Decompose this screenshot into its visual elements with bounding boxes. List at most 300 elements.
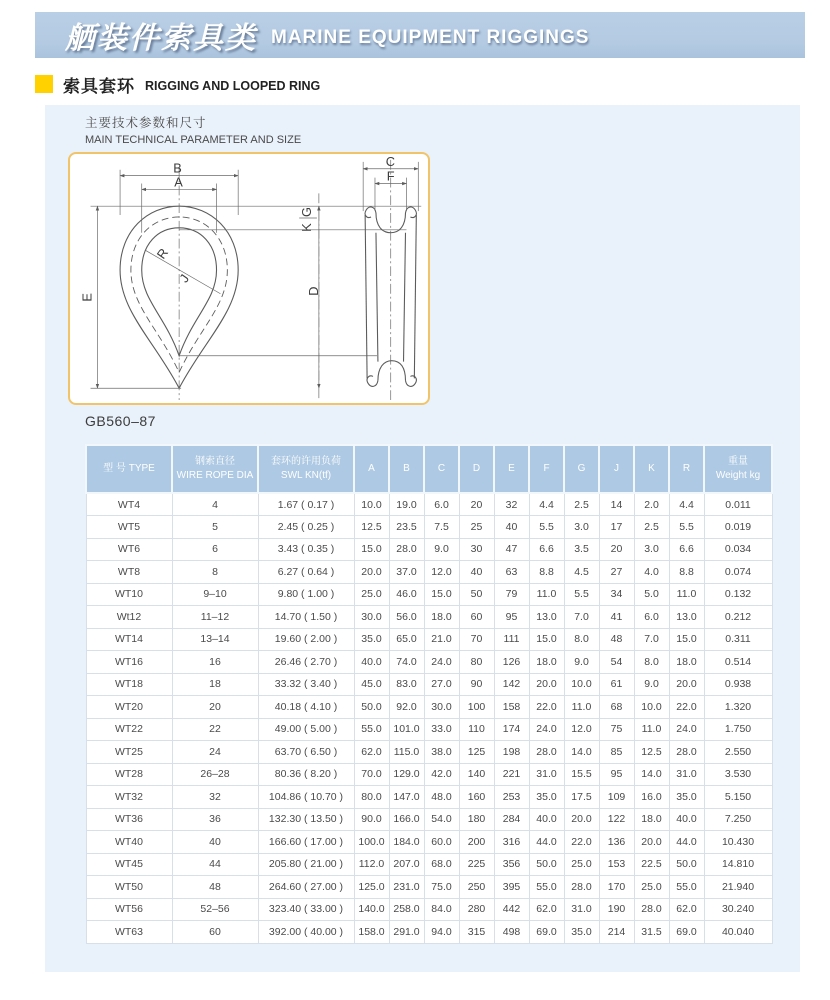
table-cell: 35.0 <box>564 921 599 944</box>
table-cell: 170 <box>599 876 634 899</box>
table-cell: 40 <box>459 561 494 584</box>
table-cell: 207.0 <box>389 853 424 876</box>
table-cell: 20.0 <box>564 808 599 831</box>
table-cell: 166.60 ( 17.00 ) <box>258 831 354 854</box>
table-cell: 392.00 ( 40.00 ) <box>258 921 354 944</box>
table-cell: 62.0 <box>529 898 564 921</box>
table-cell: 42.0 <box>424 763 459 786</box>
table-cell: WT10 <box>86 583 172 606</box>
table-cell: WT63 <box>86 921 172 944</box>
table-cell: 37.0 <box>389 561 424 584</box>
table-row <box>86 651 772 674</box>
table-cell: 4.0 <box>634 561 669 584</box>
table-cell: 0.132 <box>704 583 772 606</box>
table-cell: 50.0 <box>529 853 564 876</box>
table-cell: 28.0 <box>634 898 669 921</box>
thimble-technical-drawing <box>70 154 428 403</box>
spec-table <box>85 444 773 944</box>
table-cell: 225 <box>459 853 494 876</box>
table-cell: 498 <box>494 921 529 944</box>
table-cell: 442 <box>494 898 529 921</box>
table-cell: 61 <box>599 673 634 696</box>
dim-label-C: C <box>385 154 396 169</box>
table-cell: 0.011 <box>704 493 772 516</box>
table-cell: 7.0 <box>634 628 669 651</box>
table-row <box>86 628 772 651</box>
table-cell: Wt12 <box>86 606 172 629</box>
column-header: 套环的许用负荷 SWL KN(tf) <box>258 445 354 493</box>
table-cell: 63 <box>494 561 529 584</box>
column-header: 钢索直径 WIRE ROPE DIA <box>172 445 258 493</box>
table-cell: WT16 <box>86 651 172 674</box>
table-cell: 5.5 <box>669 516 704 539</box>
dim-label-F: F <box>386 168 395 184</box>
table-cell: 24 <box>172 741 258 764</box>
table-cell: 11.0 <box>529 583 564 606</box>
table-cell: 1.750 <box>704 718 772 741</box>
table-cell: 190 <box>599 898 634 921</box>
table-cell: 40.0 <box>529 808 564 831</box>
table-row <box>86 673 772 696</box>
table-cell: 54.0 <box>424 808 459 831</box>
table-cell: 60 <box>172 921 258 944</box>
table-cell: 7.5 <box>424 516 459 539</box>
table-cell: 30 <box>459 538 494 561</box>
table-cell: 23.5 <box>389 516 424 539</box>
table-cell: 40 <box>172 831 258 854</box>
banner-title-en: MARINE EQUIPMENT RIGGINGS <box>271 27 590 48</box>
parameter-title-zh: 主要技术参数和尺寸 <box>85 116 207 130</box>
column-header: D <box>459 445 494 493</box>
table-cell: 6.0 <box>424 493 459 516</box>
table-cell: 0.019 <box>704 516 772 539</box>
table-cell: 3.5 <box>564 538 599 561</box>
table-cell: 12.0 <box>424 561 459 584</box>
table-cell: 49.00 ( 5.00 ) <box>258 718 354 741</box>
dim-label-B: B <box>173 160 182 176</box>
table-cell: 315 <box>459 921 494 944</box>
table-cell: 69.0 <box>669 921 704 944</box>
table-cell: 26.46 ( 2.70 ) <box>258 651 354 674</box>
table-cell: 122 <box>599 808 634 831</box>
table-row <box>86 876 772 899</box>
table-cell: WT5 <box>86 516 172 539</box>
table-cell: 0.212 <box>704 606 772 629</box>
table-cell: WT40 <box>86 831 172 854</box>
table-cell: 44.0 <box>529 831 564 854</box>
table-cell: 10.0 <box>564 673 599 696</box>
table-cell: 20 <box>599 538 634 561</box>
table-cell: 31.0 <box>669 763 704 786</box>
table-cell: 5.5 <box>529 516 564 539</box>
table-cell: 6.6 <box>669 538 704 561</box>
table-cell: 4 <box>172 493 258 516</box>
table-cell: 44 <box>172 853 258 876</box>
table-cell: WT4 <box>86 493 172 516</box>
table-cell: 92.0 <box>389 696 424 719</box>
table-cell: 28.0 <box>389 538 424 561</box>
table-cell: 62.0 <box>354 741 389 764</box>
table-cell: 180 <box>459 808 494 831</box>
table-cell: 1.320 <box>704 696 772 719</box>
table-cell: WT45 <box>86 853 172 876</box>
table-cell: 166.0 <box>389 808 424 831</box>
table-cell: 13.0 <box>669 606 704 629</box>
table-cell: 40.0 <box>354 651 389 674</box>
table-cell: 0.938 <box>704 673 772 696</box>
table-row <box>86 538 772 561</box>
table-cell: 20.0 <box>529 673 564 696</box>
table-cell: 18.0 <box>669 651 704 674</box>
table-cell: WT14 <box>86 628 172 651</box>
spec-table-body <box>86 493 772 943</box>
table-cell: 316 <box>494 831 529 854</box>
table-cell: 48 <box>599 628 634 651</box>
spec-table-head-row <box>86 445 772 493</box>
table-cell: 31.5 <box>634 921 669 944</box>
table-cell: 1.67 ( 0.17 ) <box>258 493 354 516</box>
table-cell: 14.70 ( 1.50 ) <box>258 606 354 629</box>
table-cell: 45.0 <box>354 673 389 696</box>
table-cell: 22.0 <box>529 696 564 719</box>
table-cell: 4.4 <box>529 493 564 516</box>
table-cell: 32 <box>494 493 529 516</box>
table-cell: WT50 <box>86 876 172 899</box>
table-cell: 83.0 <box>389 673 424 696</box>
table-cell: 33.0 <box>424 718 459 741</box>
table-cell: 221 <box>494 763 529 786</box>
table-cell: 132.30 ( 13.50 ) <box>258 808 354 831</box>
table-cell: 75 <box>599 718 634 741</box>
table-cell: 9.80 ( 1.00 ) <box>258 583 354 606</box>
dim-label-E: E <box>79 293 95 302</box>
table-cell: 55.0 <box>529 876 564 899</box>
table-cell: 4.5 <box>564 561 599 584</box>
table-cell: 0.034 <box>704 538 772 561</box>
table-cell: WT32 <box>86 786 172 809</box>
column-header: B <box>389 445 424 493</box>
content-panel <box>45 105 800 972</box>
table-cell: 19.60 ( 2.00 ) <box>258 628 354 651</box>
table-cell: 70 <box>459 628 494 651</box>
column-header: F <box>529 445 564 493</box>
table-cell: 14.810 <box>704 853 772 876</box>
table-cell: 17.5 <box>564 786 599 809</box>
table-cell: 15.5 <box>564 763 599 786</box>
table-cell: 2.550 <box>704 741 772 764</box>
table-row <box>86 561 772 584</box>
table-cell: 14 <box>599 493 634 516</box>
table-cell: 11.0 <box>564 696 599 719</box>
table-cell: 44.0 <box>669 831 704 854</box>
table-cell: 63.70 ( 6.50 ) <box>258 741 354 764</box>
table-cell: WT22 <box>86 718 172 741</box>
table-cell: 258.0 <box>389 898 424 921</box>
table-cell: 3.43 ( 0.35 ) <box>258 538 354 561</box>
table-cell: 80 <box>459 651 494 674</box>
table-cell: 9.0 <box>564 651 599 674</box>
table-cell: 14.0 <box>634 763 669 786</box>
table-cell: 94.0 <box>424 921 459 944</box>
table-row <box>86 741 772 764</box>
column-header: J <box>599 445 634 493</box>
dim-label-K: K <box>299 223 315 232</box>
table-cell: 22.5 <box>634 853 669 876</box>
table-cell: 140 <box>459 763 494 786</box>
table-cell: WT18 <box>86 673 172 696</box>
table-cell: 68.0 <box>424 853 459 876</box>
table-cell: 46.0 <box>389 583 424 606</box>
table-cell: 25.0 <box>354 583 389 606</box>
table-cell: 115.0 <box>389 741 424 764</box>
table-cell: 17 <box>599 516 634 539</box>
column-header: 重量 Weight kg <box>704 445 772 493</box>
column-header: K <box>634 445 669 493</box>
dim-label-D: D <box>305 286 321 296</box>
table-cell: 24.0 <box>669 718 704 741</box>
table-cell: 0.074 <box>704 561 772 584</box>
table-cell: 90 <box>459 673 494 696</box>
table-cell: 52–56 <box>172 898 258 921</box>
table-cell: 28.0 <box>529 741 564 764</box>
technical-drawing-box <box>68 152 430 405</box>
column-header: G <box>564 445 599 493</box>
table-cell: 30.0 <box>354 606 389 629</box>
table-cell: 20 <box>172 696 258 719</box>
table-cell: 47 <box>494 538 529 561</box>
dim-label-A: A <box>174 174 183 190</box>
table-cell: 5.5 <box>564 583 599 606</box>
table-cell: 95 <box>599 763 634 786</box>
section-title-zh: 索具套环 <box>63 76 135 96</box>
table-cell: 22.0 <box>669 696 704 719</box>
table-cell: 2.0 <box>634 493 669 516</box>
table-cell: 125 <box>459 741 494 764</box>
table-cell: 5 <box>172 516 258 539</box>
table-cell: 85 <box>599 741 634 764</box>
table-cell: 291.0 <box>389 921 424 944</box>
table-cell: 62.0 <box>669 898 704 921</box>
table-cell: 40.0 <box>669 808 704 831</box>
table-cell: 101.0 <box>389 718 424 741</box>
table-cell: 28.0 <box>564 876 599 899</box>
table-cell: 25.0 <box>634 876 669 899</box>
table-cell: 30.240 <box>704 898 772 921</box>
table-row <box>86 516 772 539</box>
table-cell: 95 <box>494 606 529 629</box>
table-cell: 50.0 <box>354 696 389 719</box>
table-cell: 38.0 <box>424 741 459 764</box>
table-cell: 6.0 <box>634 606 669 629</box>
table-cell: 27.0 <box>424 673 459 696</box>
table-cell: 6.6 <box>529 538 564 561</box>
table-cell: 6 <box>172 538 258 561</box>
table-cell: 35.0 <box>529 786 564 809</box>
table-cell: 3.0 <box>634 538 669 561</box>
table-cell: 18 <box>172 673 258 696</box>
table-cell: WT8 <box>86 561 172 584</box>
table-cell: 100.0 <box>354 831 389 854</box>
table-cell: 109 <box>599 786 634 809</box>
table-cell: 75.0 <box>424 876 459 899</box>
table-cell: 111 <box>494 628 529 651</box>
table-row <box>86 808 772 831</box>
table-cell: 323.40 ( 33.00 ) <box>258 898 354 921</box>
table-cell: 231.0 <box>389 876 424 899</box>
table-row <box>86 763 772 786</box>
table-row <box>86 493 772 516</box>
table-cell: 0.514 <box>704 651 772 674</box>
table-cell: 33.32 ( 3.40 ) <box>258 673 354 696</box>
table-cell: 18.0 <box>529 651 564 674</box>
table-cell: 15.0 <box>424 583 459 606</box>
table-cell: 55.0 <box>354 718 389 741</box>
table-cell: 129.0 <box>389 763 424 786</box>
table-cell: 34 <box>599 583 634 606</box>
table-cell: 16 <box>172 651 258 674</box>
table-cell: 160 <box>459 786 494 809</box>
table-cell: 54 <box>599 651 634 674</box>
column-header: A <box>354 445 389 493</box>
table-cell: WT28 <box>86 763 172 786</box>
table-cell: 79 <box>494 583 529 606</box>
table-cell: 5.0 <box>634 583 669 606</box>
table-cell: 65.0 <box>389 628 424 651</box>
table-cell: 198 <box>494 741 529 764</box>
table-cell: 100 <box>459 696 494 719</box>
table-cell: 253 <box>494 786 529 809</box>
table-cell: 60.0 <box>424 831 459 854</box>
table-cell: 56.0 <box>389 606 424 629</box>
table-cell: 80.0 <box>354 786 389 809</box>
table-cell: 3.530 <box>704 763 772 786</box>
table-cell: 31.0 <box>529 763 564 786</box>
table-cell: 15.0 <box>669 628 704 651</box>
column-header: E <box>494 445 529 493</box>
table-cell: 7.250 <box>704 808 772 831</box>
table-cell: 21.940 <box>704 876 772 899</box>
table-cell: 32 <box>172 786 258 809</box>
table-cell: 284 <box>494 808 529 831</box>
table-cell: 22.0 <box>564 831 599 854</box>
table-cell: 28.0 <box>669 741 704 764</box>
table-cell: 16.0 <box>634 786 669 809</box>
table-cell: 26–28 <box>172 763 258 786</box>
table-cell: 140.0 <box>354 898 389 921</box>
table-cell: 8.8 <box>669 561 704 584</box>
table-cell: 200 <box>459 831 494 854</box>
table-cell: 80.36 ( 8.20 ) <box>258 763 354 786</box>
accent-square-icon <box>35 75 53 93</box>
table-cell: 11.0 <box>634 718 669 741</box>
table-cell: 0.311 <box>704 628 772 651</box>
section-heading <box>35 74 320 94</box>
standard-number: GB560–87 <box>85 413 156 429</box>
dim-label-G: G <box>299 207 315 217</box>
table-cell: 147.0 <box>389 786 424 809</box>
table-cell: 40.18 ( 4.10 ) <box>258 696 354 719</box>
table-cell: 9.0 <box>634 673 669 696</box>
table-row <box>86 583 772 606</box>
table-cell: 55.0 <box>669 876 704 899</box>
table-cell: 8.0 <box>564 628 599 651</box>
table-cell: 35.0 <box>354 628 389 651</box>
table-cell: 125.0 <box>354 876 389 899</box>
table-cell: WT36 <box>86 808 172 831</box>
table-cell: 90.0 <box>354 808 389 831</box>
table-cell: 5.150 <box>704 786 772 809</box>
table-cell: 20.0 <box>669 673 704 696</box>
table-cell: 112.0 <box>354 853 389 876</box>
table-cell: 8.8 <box>529 561 564 584</box>
table-cell: 12.0 <box>564 718 599 741</box>
table-cell: WT6 <box>86 538 172 561</box>
table-cell: 12.5 <box>634 741 669 764</box>
table-cell: 4.4 <box>669 493 704 516</box>
table-cell: 41 <box>599 606 634 629</box>
table-cell: 8.0 <box>634 651 669 674</box>
table-cell: 184.0 <box>389 831 424 854</box>
table-cell: 15.0 <box>529 628 564 651</box>
table-cell: 19.0 <box>389 493 424 516</box>
table-cell: 50 <box>459 583 494 606</box>
table-cell: 356 <box>494 853 529 876</box>
table-cell: 18.0 <box>424 606 459 629</box>
table-cell: 14.0 <box>564 741 599 764</box>
column-header: C <box>424 445 459 493</box>
table-cell: 142 <box>494 673 529 696</box>
table-cell: 126 <box>494 651 529 674</box>
table-cell: 25.0 <box>564 853 599 876</box>
table-cell: 7.0 <box>564 606 599 629</box>
table-row <box>86 898 772 921</box>
table-cell: 25 <box>459 516 494 539</box>
table-cell: 158 <box>494 696 529 719</box>
table-cell: 10.0 <box>354 493 389 516</box>
table-cell: 40.040 <box>704 921 772 944</box>
table-cell: 31.0 <box>564 898 599 921</box>
table-row <box>86 853 772 876</box>
table-cell: 68 <box>599 696 634 719</box>
parameter-title-en: MAIN TECHNICAL PARAMETER AND SIZE <box>85 134 302 146</box>
table-cell: 12.5 <box>354 516 389 539</box>
table-cell: 9.0 <box>424 538 459 561</box>
table-row <box>86 718 772 741</box>
table-cell: 11.0 <box>669 583 704 606</box>
table-cell: 20.0 <box>354 561 389 584</box>
table-cell: 280 <box>459 898 494 921</box>
table-cell: 10.0 <box>634 696 669 719</box>
table-cell: 10.430 <box>704 831 772 854</box>
table-cell: 136 <box>599 831 634 854</box>
table-cell: 2.5 <box>564 493 599 516</box>
table-cell: 48.0 <box>424 786 459 809</box>
table-cell: 110 <box>459 718 494 741</box>
table-cell: 104.86 ( 10.70 ) <box>258 786 354 809</box>
table-cell: 15.0 <box>354 538 389 561</box>
page-banner <box>35 12 805 58</box>
table-cell: 30.0 <box>424 696 459 719</box>
table-cell: 6.27 ( 0.64 ) <box>258 561 354 584</box>
table-cell: 48 <box>172 876 258 899</box>
table-cell: 2.5 <box>634 516 669 539</box>
table-cell: 69.0 <box>529 921 564 944</box>
section-title-en: RIGGING AND LOOPED RING <box>145 78 321 93</box>
table-cell: 214 <box>599 921 634 944</box>
table-cell: 24.0 <box>424 651 459 674</box>
table-cell: 205.80 ( 21.00 ) <box>258 853 354 876</box>
dim-label-J: J <box>176 271 193 286</box>
